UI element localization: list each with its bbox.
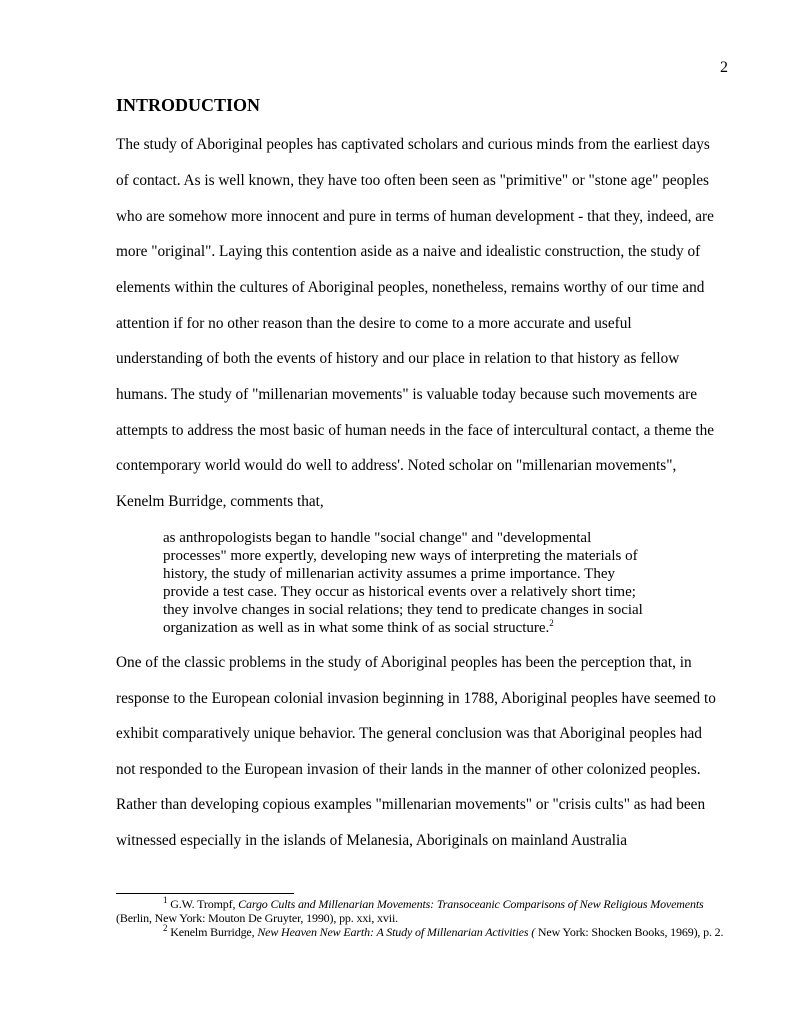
footnote-marker: 1 <box>163 895 168 905</box>
paragraph-line: contemporary world would do well to address'. Noted scholar on "millenarian movements", <box>116 457 677 474</box>
footnote-marker: 2 <box>163 923 168 933</box>
paragraph-line: more "original". Laying this contention aside as a naive and idealistic construction, the study of <box>116 243 701 260</box>
quote-line: as anthropologists began to handle "social change" and "developmental <box>163 530 592 546</box>
quote-line <box>163 619 554 637</box>
footnote-separator <box>116 893 294 894</box>
footnote-1-continuation: (Berlin, New York: Mouton De Gruyter, 1990), pp. xxi, xvii. <box>116 911 398 925</box>
footnote-1 <box>163 897 704 911</box>
paragraph-line: attention if for no other reason than the desire to come to a more accurate and useful <box>116 315 632 332</box>
footnote-title: Cargo Cults and Millenarian Movements: Transoceanic Comparisons of New Religious Movements <box>238 897 704 911</box>
quote-line: provide a test case. They occur as historical events over a relatively short time; <box>163 584 636 600</box>
paragraph-line: Kenelm Burridge, comments that, <box>116 493 324 510</box>
footnote-author: G.W. Trompf, <box>167 897 239 911</box>
quote-line: history, the study of millenarian activity assumes a prime importance. They <box>163 566 615 582</box>
paragraph-line: humans. The study of "millenarian movements" is valuable today because such movements are <box>116 386 698 403</box>
footnote-author: Kenelm Burridge, <box>167 925 258 939</box>
paragraph-line: attempts to address the most basic of human needs in the face of intercultural contact, a theme the <box>116 422 715 439</box>
paragraph-line: of contact. As is well known, they have too often been seen as "primitive" or "stone age" peoples <box>116 172 709 189</box>
paragraph-line: understanding of both the events of history and our place in relation to that history as fellow <box>116 350 680 367</box>
paragraph-line: response to the European colonial invasion beginning in 1788, Aboriginal peoples have seemed to <box>116 690 716 707</box>
quote-line: processes" more expertly, developing new ways of interpreting the materials of <box>163 548 638 564</box>
footnote-2 <box>163 925 723 939</box>
paragraph-line: exhibit comparatively unique behavior. The general conclusion was that Aboriginal peoples had <box>116 725 702 742</box>
paragraph-line: witnessed especially in the islands of Melanesia, Aboriginals on mainland Australia <box>116 832 628 849</box>
footnote-publication: New York: Shocken Books, 1969), p. 2. <box>535 925 724 939</box>
paragraph-line: who are somehow more innocent and pure in terms of human development - that they, indeed, are <box>116 208 714 225</box>
page-number: 2 <box>720 59 728 76</box>
paragraph-line: elements within the cultures of Aboriginal peoples, nonetheless, remains worthy of our time and <box>116 279 705 296</box>
footnote-title: New Heaven New Earth: A Study of Millenarian Activities ( <box>257 925 536 939</box>
paragraph-line: The study of Aboriginal peoples has captivated scholars and curious minds from the earliest days <box>116 136 710 153</box>
quote-line: they involve changes in social relations; they tend to predicate changes in social <box>163 602 643 618</box>
quote-text: organization as well as in what some think of as social structure. <box>163 620 550 636</box>
section-heading: INTRODUCTION <box>116 95 261 115</box>
paragraph-line: One of the classic problems in the study of Aboriginal peoples has been the perception that, in <box>116 654 692 671</box>
paragraph-line: Rather than developing copious examples "millenarian movements" or "crisis cults" as had been <box>116 796 706 813</box>
footnote-reference: 2 <box>549 618 554 628</box>
paragraph-line: not responded to the European invasion of their lands in the manner of other colonized peoples. <box>116 761 701 778</box>
